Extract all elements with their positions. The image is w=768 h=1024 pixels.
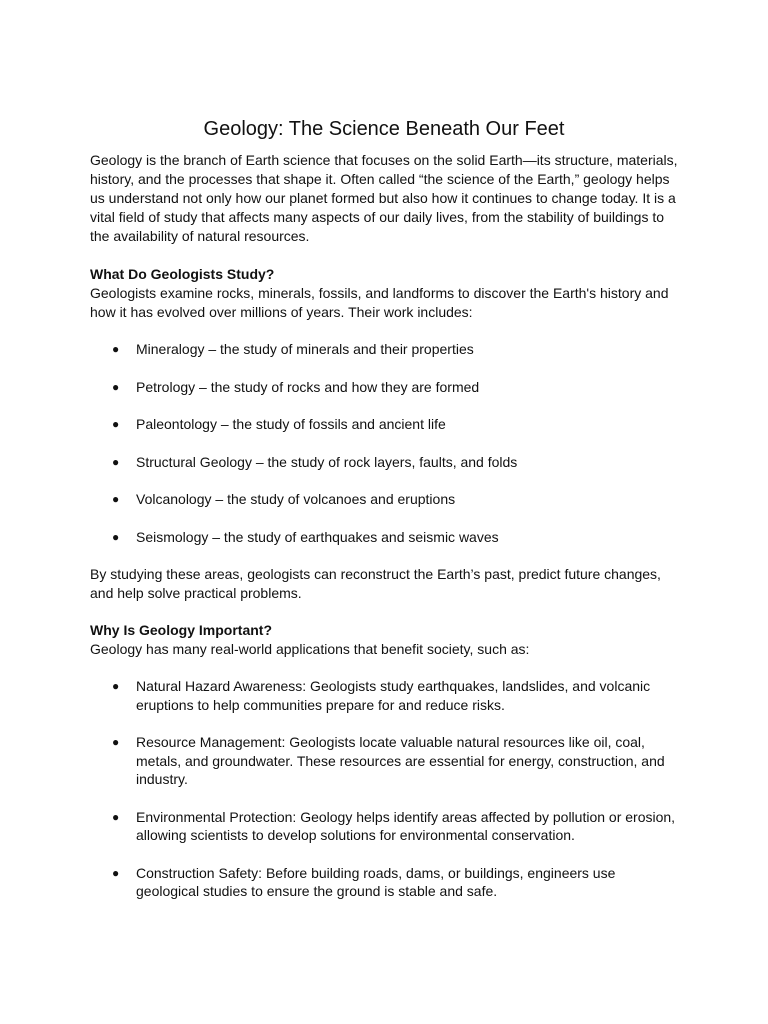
bullet-icon: ● bbox=[112, 529, 120, 544]
bullet-icon: ● bbox=[112, 417, 120, 431]
bullet-icon: ● bbox=[112, 454, 120, 469]
list-item bbox=[90, 415, 678, 434]
list-item bbox=[90, 453, 678, 472]
list-item bbox=[90, 864, 678, 901]
bullet-icon: ● bbox=[112, 492, 120, 506]
section-heading-what-geologists-study: What Do Geologists Study? bbox=[90, 266, 275, 282]
list-item bbox=[90, 378, 678, 397]
bullet-icon: ● bbox=[112, 809, 120, 824]
list-item bbox=[90, 490, 678, 509]
list-item bbox=[90, 340, 678, 359]
list-item bbox=[90, 677, 678, 714]
list-item bbox=[90, 528, 678, 547]
geology-fields-list bbox=[90, 340, 678, 546]
section-heading-why-geology-important: Why Is Geology Important? bbox=[90, 622, 273, 638]
list-item-text: Seismology – the study of earthquakes and seismic waves bbox=[136, 528, 499, 545]
list-item-text: Mineralogy – the study of minerals and their properties bbox=[136, 341, 474, 357]
geology-applications-list bbox=[90, 677, 678, 901]
bullet-icon: ● bbox=[112, 735, 120, 749]
list-item-text: Structural Geology – the study of rock layers, faults, and folds bbox=[136, 453, 518, 470]
section-paragraph: Geologists examine rocks, minerals, fossils, and landforms to discover the Earth's history and how it has evolved over millions of years. Their work includes: bbox=[90, 285, 669, 320]
list-item bbox=[90, 808, 678, 845]
list-item-text: Paleontology – the study of fossils and ancient life bbox=[136, 416, 446, 432]
bullet-icon: ● bbox=[112, 342, 120, 356]
bullet-icon: ● bbox=[112, 379, 120, 394]
intro-paragraph: Geology is the branch of Earth science that focuses on the solid Earth—its structure, materials, history, and the processes that shape it. Often called “the science of the Earth,” geology helps us understand not only how our planet formed but also how it continues to change today. It is a vital field of study that affects many aspects of our daily lives, from the stability of buildings to the availability of natural resources. bbox=[90, 152, 678, 244]
list-item-text: Resource Management: Geologists locate valuable natural resources like oil, coal, metals, and groundwater. These resources are essential for energy, construction, and industry. bbox=[136, 734, 665, 787]
section-paragraph: Geology has many real-world applications that benefit society, such as: bbox=[90, 641, 530, 657]
list-item-text: Petrology – the study of rocks and how they are formed bbox=[136, 378, 480, 395]
bullet-icon: ● bbox=[112, 865, 120, 880]
list-item-text: Construction Safety: Before building roads, dams, or buildings, engineers use geological studies to ensure the ground is stable and safe. bbox=[136, 864, 616, 899]
list-item-text: Environmental Protection: Geology helps identify areas affected by pollution or erosion, allowing scientists to develop solutions for environmental conservation. bbox=[136, 808, 676, 843]
list-item-text: Natural Hazard Awareness: Geologists study earthquakes, landslides, and volcanic eruptions to help communities prepare for and reduce risks. bbox=[136, 678, 651, 713]
section-closing-paragraph: By studying these areas, geologists can reconstruct the Earth’s past, predict future changes, and help solve practical problems. bbox=[90, 566, 661, 601]
list-item-text: Volcanology – the study of volcanoes and eruptions bbox=[136, 491, 456, 507]
page-title: Geology: The Science Beneath Our Feet bbox=[203, 118, 565, 140]
bullet-icon: ● bbox=[112, 679, 120, 693]
list-item bbox=[90, 733, 678, 789]
